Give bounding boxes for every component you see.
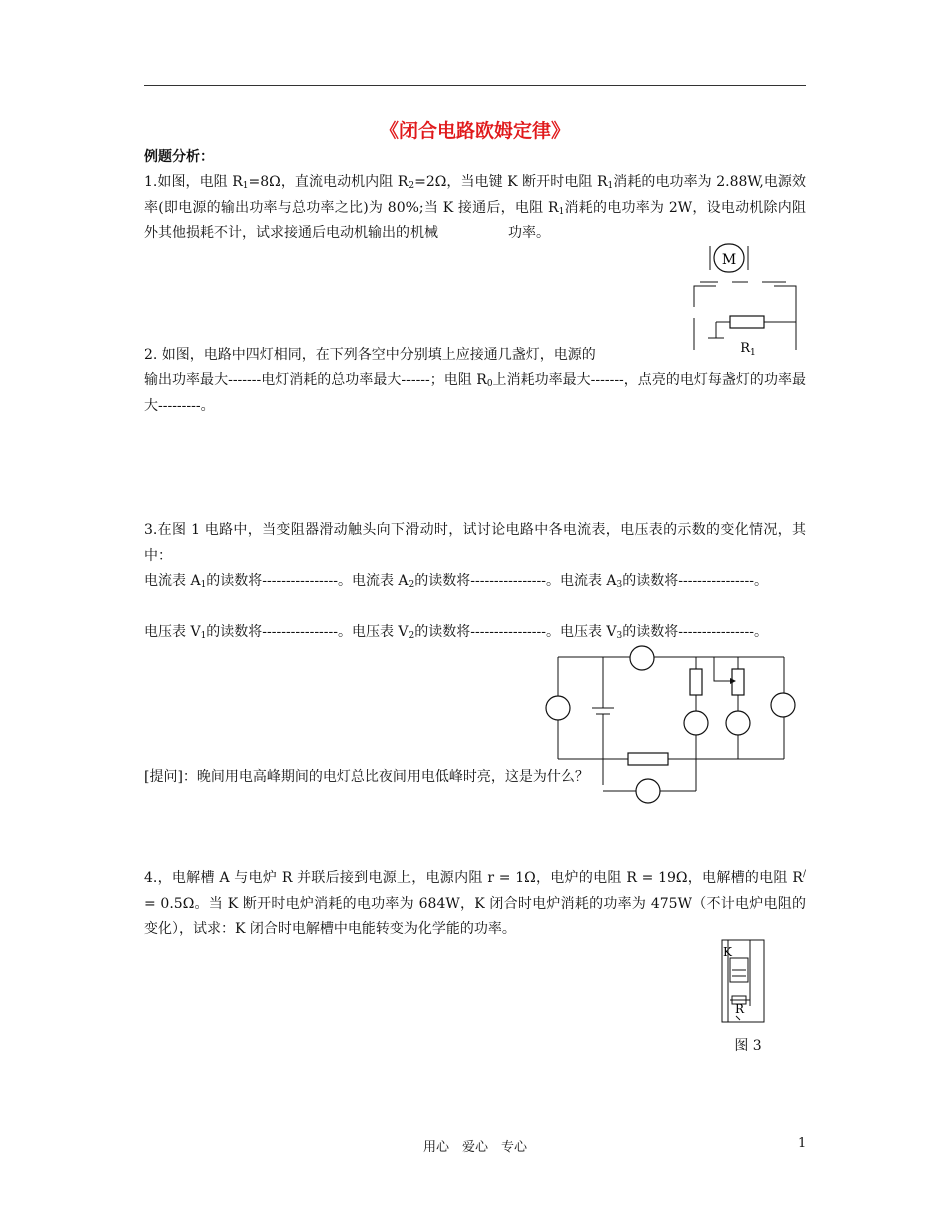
question-3-voltmeters: 电压表 $V_1$的读数将----------------。电压表 $V_2$的读数将----------------。电压表 $V_3$的读数将----------------。 xyxy=(144,624,768,641)
question-2: 输出功率最大-------电灯消耗的总功率最大------；电阻 $R_0$上消耗功率最大-------，点亮的电灯每盏灯的功率最大---------。 xyxy=(144,372,806,414)
meter-right xyxy=(771,693,795,717)
section-heading: 例题分析： xyxy=(144,149,214,165)
resistor-bottom xyxy=(628,753,668,765)
page-number: 1 xyxy=(798,1136,807,1151)
question-3: 3.在图 1 电路中，当变阻器滑动触头向下滑动时，试讨论电路中各电流表，电压表的示数的变化情况，其中： xyxy=(144,522,806,564)
resistor-fixed xyxy=(690,669,702,695)
question-prompt: [提问]：晚间用电高峰期间的电灯总比夜间用电低峰时亮，这是为什么？ xyxy=(144,769,589,785)
document-title: 《闭合电路欧姆定律》 xyxy=(379,120,570,142)
question-1: 1.如图，电阻 $R_1=8\Omega$，直流电动机内阻 $R_2=2\Omega$，当电键 K 断开时电阻 $R_1$消耗的电功率为 2.88W,电源效率(即电源的输出功率与总功率之比)为 80%;当 K 接通后，电阻 $R_1$消耗的电功率为 2W，设电动机除内阻外其他损耗不计，试求接通后电动机输出的机械 功率。 xyxy=(144,174,807,241)
meter-mid2 xyxy=(726,711,750,735)
motor-label: M xyxy=(721,252,737,268)
page-footer: 用心 爱心 专心 xyxy=(422,1140,527,1155)
meter-top xyxy=(630,646,654,670)
circuit-diagram-motor xyxy=(690,242,805,357)
question-4: 4.，电解槽 A 与电炉 R 并联后接到电源上，电源内阻 r = 1Ω，电炉的电阻 R = 19Ω，电解槽的电阻 R/ = 0.5Ω。当 K 断开时电炉消耗的电功率为 684W，K 闭合时电炉消耗的功率为 475W（不计电炉电阻的变化），试求：K 闭合时电解槽中电能转变为化学能的功率。 xyxy=(144,869,806,937)
question-2-line1: 2. 如图，电路中四灯相同，在下列各空中分别填上应接通几盏灯，电源的 xyxy=(144,347,596,363)
circuit-diagram-figure3 xyxy=(718,936,770,1028)
resistor-r1 xyxy=(730,316,764,328)
switch-label: K xyxy=(723,945,732,959)
figure-3-caption: 图 3 xyxy=(734,1038,762,1054)
resistor-label: R xyxy=(735,1002,745,1016)
resistor-label: $R_1$ xyxy=(740,341,756,358)
question-3-ammeters: 电流表 $A_1$的读数将----------------。电流表 $A_2$的读数将----------------。电流表 $A_3$的读数将----------------。 xyxy=(144,573,768,590)
meter-mid1 xyxy=(684,711,708,735)
meter-left xyxy=(546,696,570,720)
header-rule xyxy=(144,85,806,86)
